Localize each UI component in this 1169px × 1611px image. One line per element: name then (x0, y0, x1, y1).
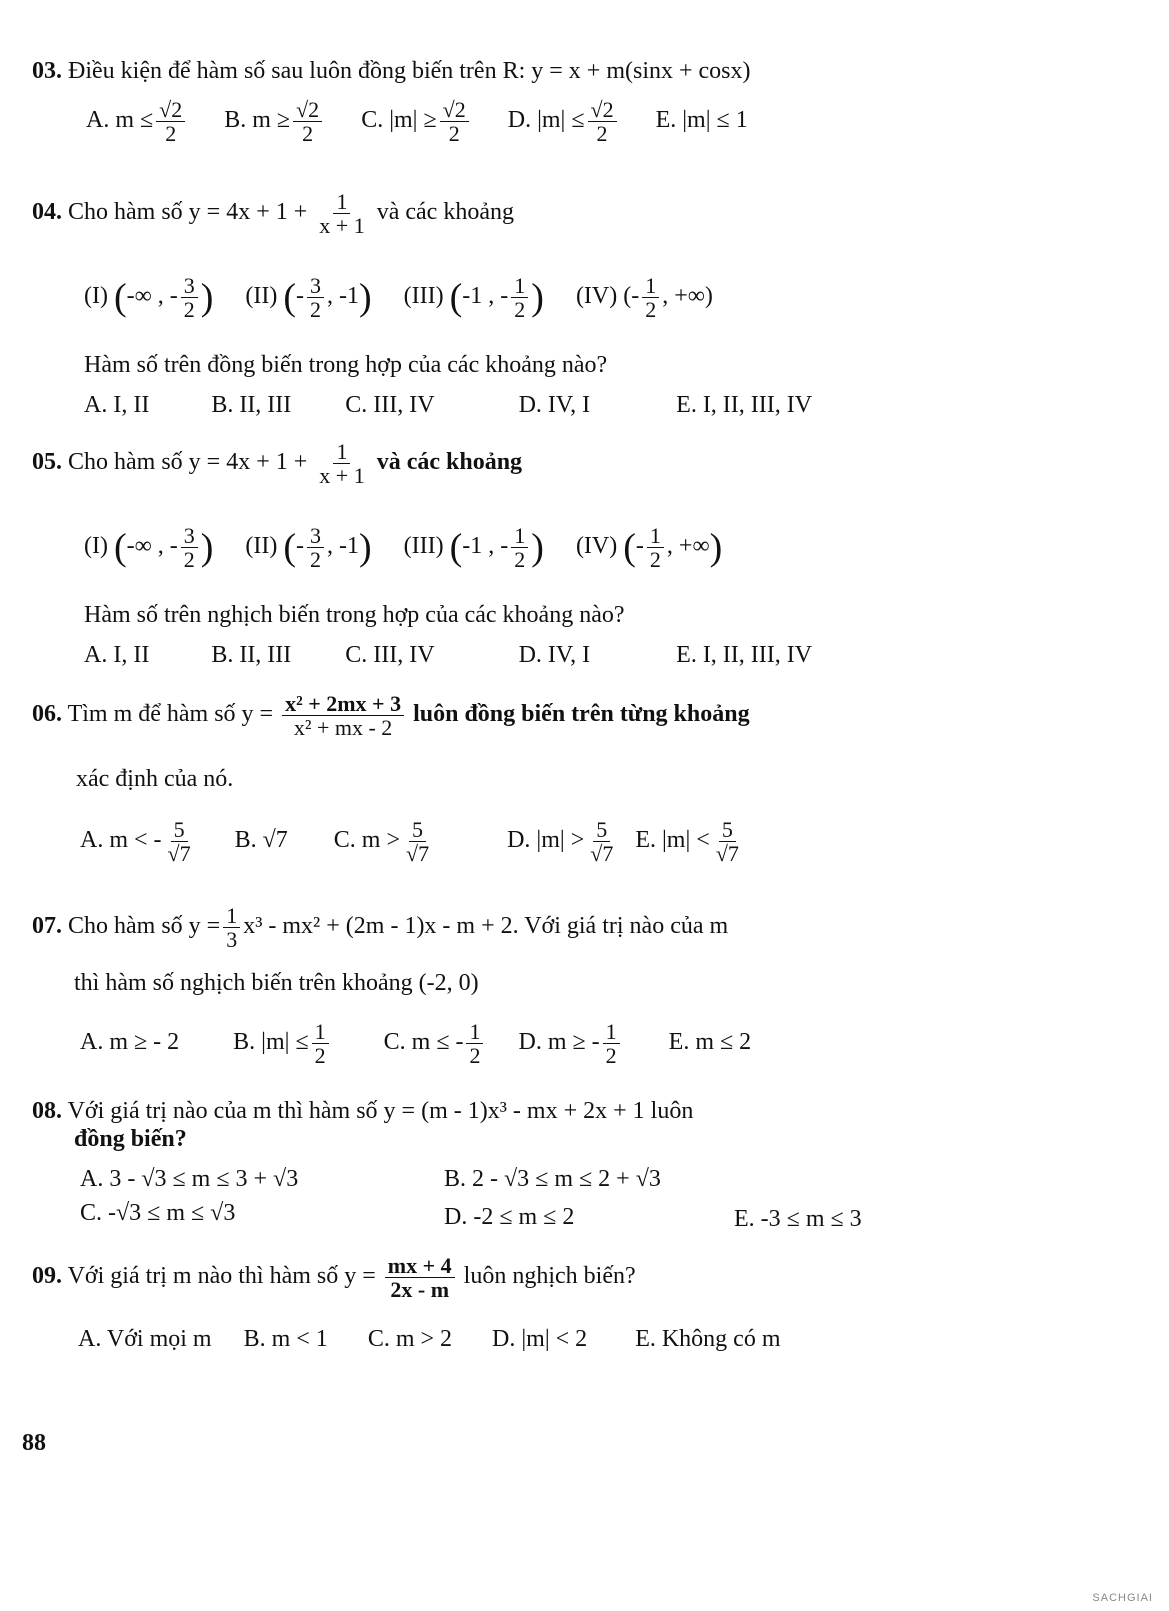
q07-option-d: D. m ≥ - $\frac{1}{2}$ (518, 1020, 622, 1067)
q09-option-e: E. Không có m (635, 1326, 781, 1352)
q08-option-e: E. -3 ≤ m ≤ 3 (734, 1206, 862, 1232)
q06-option-a: A. m < - $\frac{5}{√7}$ (80, 817, 191, 867)
q03-text: Điều kiện để hàm số sau luôn đồng biến trên R: y = x + m(sinx + cosx) (68, 58, 751, 84)
q07-option-e: E. m ≤ 2 (668, 1029, 752, 1056)
q04-fraction: $\frac{1}{x + 1}$ (319, 189, 365, 239)
q05-intervals (84, 524, 722, 571)
q04-option-a: A. I, II (84, 392, 150, 418)
q04-interval-4: (IV) (- $\frac{1}{2}$ , +∞) (575, 273, 713, 323)
q04-interval-1: (I) (-∞ , - $\frac{3}{2}$ ) (84, 273, 214, 323)
q04-options (84, 392, 812, 420)
q05-interval-2: (II) (- $\frac{3}{2}$ , -1) (245, 523, 372, 573)
q09-option-c: C. m > 2 (367, 1326, 453, 1352)
q07-stem: 07. Cho hàm số y = $\frac{1}{3}$ x³ - mx² + (2m - 1)x - m + 2. Với giá trị nào của m (32, 903, 729, 953)
watermark: SACHGIAI (1092, 1592, 1153, 1605)
q05-option-d: D. IV, I (518, 642, 591, 668)
q03-option-a: A. m ≤ $\frac{√2}{2}$ (86, 98, 188, 145)
q03-number: 03. (32, 58, 62, 84)
q05-fraction: $\frac{1}{x + 1}$ (319, 439, 365, 489)
q06-option-e: E. |m| < $\frac{5}{√7}$ (635, 817, 739, 867)
q07-option-c: C. m ≤ - $\frac{1}{2}$ (384, 1020, 487, 1067)
q05-option-e: E. I, II, III, IV (676, 642, 813, 668)
q06-option-d: D. |m| > $\frac{5}{√7}$ (507, 817, 614, 867)
q03-option-c: C. |m| ≥ $\frac{√2}{2}$ (361, 98, 472, 145)
q03-option-e: E. |m| ≤ 1 (655, 107, 748, 134)
q08-option-b: B. 2 - √3 ≤ m ≤ 2 + √3 (444, 1166, 661, 1192)
q05-interval-1: (I) (-∞ , - $\frac{3}{2}$ ) (84, 523, 214, 573)
q04-option-c: C. III, IV (345, 392, 435, 418)
q06-stem: 06. Tìm m để hàm số y = $\frac{\text{x² + 2mx + 3}}{\text{x² + mx - 2}}$ luôn đồng biến trên từng khoảng (32, 691, 750, 741)
q03-option-b: B. m ≥ $\frac{√2}{2}$ (224, 98, 325, 145)
q05-interval-4: (IV) (- $\frac{1}{2}$ , +∞) (575, 523, 723, 573)
q05-interval-3: (III) (-1 , - $\frac{1}{2}$ ) (403, 523, 544, 573)
q06-options (80, 818, 745, 865)
q04-stem: 04. Cho hàm số y = 4x + 1 + $\frac{1}{x + 1}$ và các khoảng (32, 189, 514, 239)
q03-options (86, 98, 748, 145)
q04-interval-2: (II) (- $\frac{3}{2}$ , -1) (245, 273, 372, 323)
q04-intervals (84, 274, 713, 321)
q05-option-a: A. I, II (84, 642, 150, 668)
q04-interval-3: (III) (-1 , - $\frac{1}{2}$ ) (403, 273, 544, 323)
q08-stem-line2: đồng biến? (74, 1126, 187, 1152)
q07-option-b: B. |m| ≤ $\frac{1}{2}$ (233, 1020, 331, 1067)
q08-stem: 08. Với giá trị nào của m thì hàm số y = (m - 1)x³ - mx + 2x + 1 luôn (32, 1098, 694, 1124)
q05-option-b: B. II, III (211, 642, 292, 668)
q09-option-b: B. m < 1 (243, 1326, 328, 1352)
q06-fraction: $\frac{\text{x² + 2mx + 3}}{\text{x² + mx - 2}}$ (282, 692, 404, 739)
q08-option-c: C. -√3 ≤ m ≤ √3 (80, 1200, 236, 1226)
q09-stem: 09. Với giá trị m nào thì hàm số y = $\frac{mx + 4}{2x - m}$ luôn nghịch biến? (32, 1253, 636, 1303)
q07-options (80, 1020, 751, 1067)
q07-option-a: A. m ≥ - 2 (80, 1029, 180, 1056)
q06-stem-line2: xác định của nó. (76, 766, 234, 792)
q03-stem (32, 58, 751, 86)
q04-option-b: B. II, III (211, 392, 292, 418)
q05-option-c: C. III, IV (345, 642, 435, 668)
q06-option-b: B. √7 (234, 827, 288, 854)
page-number: 88 (22, 1430, 46, 1456)
q03-option-d: D. |m| ≤ $\frac{√2}{2}$ (508, 98, 620, 145)
q05-options (84, 642, 812, 670)
q09-option-d: D. |m| < 2 (492, 1326, 588, 1352)
q07-stem-line2: thì hàm số nghịch biến trên khoảng (-2, 0) (74, 970, 479, 996)
q05-stem: 05. Cho hàm số y = 4x + 1 + $\frac{1}{x + 1}$ và các khoảng (32, 439, 523, 489)
q07-fraction: $\frac{1}{3}$ (223, 904, 240, 951)
q08-option-d: D. -2 ≤ m ≤ 2 (444, 1204, 575, 1230)
q09-fraction: $\frac{mx + 4}{2x - m}$ (385, 1254, 455, 1301)
q04-option-d: D. IV, I (518, 392, 591, 418)
q08-option-a: A. 3 - √3 ≤ m ≤ 3 + √3 (80, 1166, 299, 1192)
q04-option-e: E. I, II, III, IV (676, 392, 813, 418)
q09-option-a: A. Với mọi m (78, 1326, 212, 1352)
q09-options (78, 1326, 781, 1354)
q05-question: Hàm số trên nghịch biến trong hợp của các khoảng nào? (84, 602, 625, 628)
q04-question: Hàm số trên đồng biến trong hợp của các khoảng nào? (84, 352, 608, 378)
q06-option-c: C. m > $\frac{5}{√7}$ (333, 817, 430, 867)
